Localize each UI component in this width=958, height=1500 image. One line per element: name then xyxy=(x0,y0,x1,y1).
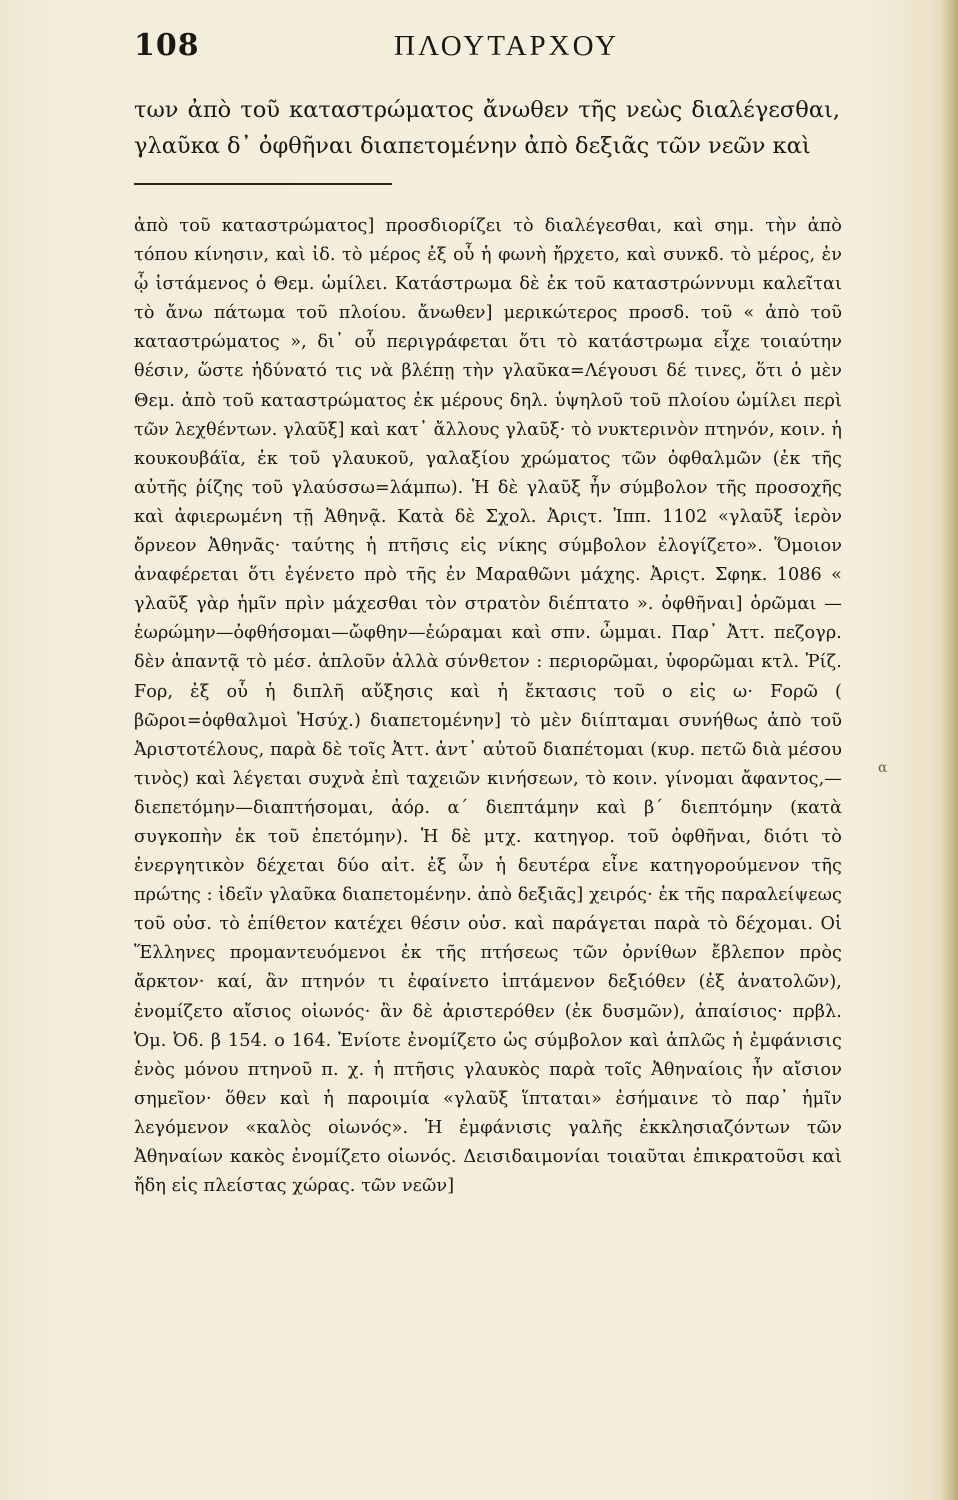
footnote-divider xyxy=(134,183,392,185)
running-head: ΠΛΟΥΤΑΡΧΟΥ xyxy=(394,30,620,62)
main-greek-text: των ἀπὸ τοῦ καταστρώματος ἄνωθεν τῆς νεὼς διαλέγεσθαι, γλαῦκα δ᾽ ὀφθῆναι διαπετομένην ἀπὸ δεξιᾶς τῶν νεῶν καὶ xyxy=(134,97,840,159)
margin-mark: α xyxy=(878,760,888,776)
page-header xyxy=(134,28,838,68)
commentary-notes: ἀπὸ τοῦ καταστρώματος] προσδιορίζει τὸ διαλέγεσθαι, καὶ σημ. τὴν ἀπὸ τόπου κίνησιν, καὶ ἰδ. τὸ μέρος ἐξ οὗ ἡ φωνὴ ἤρχετο, καὶ συνκδ. τὸ μέρος, ἐν ᾧ ἱστάμενος ὁ Θεμ. ὡμίλει. Κατάστρωμα δὲ ἐκ τοῦ καταστρώννυμι καλεῖται τὸ ἄνω πάτωμα τοῦ πλοίου. ἄνωθεν] μερικώτερος προσδ. τοῦ « ἀπὸ τοῦ καταστρώματος », δι᾽ οὗ περιγράφεται ὅτι τὸ κατάστρωμα εἶχε τοιαύτην θέσιν, ὥστε ἠδύνατό τις νὰ βλέπῃ τὴν γλαῦκα=Λέγουσι δέ τινες, ὅτι ὁ μὲν Θεμ. ἀπὸ τοῦ καταστρώματος ἐκ μέρους δηλ. ὑψηλοῦ τοῦ πλοίου ὡμίλει περὶ τῶν λεχθέντων. γλαῦξ] καὶ κατ᾽ ἄλλους γλαῦξ· τὸ νυκτερινὸν πτηνόν, κοιν. ἡ κουκουβάϊα, ἐκ τοῦ γλαυκοῦ, γαλαξίου χρώματος τῶν ὀφθαλμῶν (ἐκ τῆς αὐτῆς ῥίζης τοῦ γλαύσσω=λάμπω). Ἡ δὲ γλαῦξ ἦν σύμβολον τῆς προσοχῆς καὶ ἀφιερωμένη τῇ Ἀθηνᾷ. Κατὰ δὲ Σχολ. Ἀριςτ. Ἱππ. 1102 «γλαῦξ ἱερὸν ὄρνεον Ἀθηνᾶς· ταύτης ἡ πτῆσις εἰς νίκης σύμβολον ἐλογίζετο». Ὅμοιον ἀναφέρεται ὅτι ἐγένετο πρὸ τῆς ἐν Μαραθῶνι μάχης. Ἀριςτ. Σφηκ. 1086 « γλαῦξ γὰρ ἡμῖν πρὶν μάχεσθαι τὸν στρατὸν διέπτατο ». ὀφθῆναι] ὁρῶμαι —ἑωρώμην—ὀφθήσομαι—ὤφθην—ἑώραμαι καὶ σπν. ὦμμαι. Παρ᾽ Ἀττ. πεζογρ. δὲν ἀπαντᾷ τὸ μέσ. ἁπλοῦν ἀλλὰ σύνθετον : περιορῶμαι, ὑφορῶμαι κτλ. Ῥίζ. Fορ, ἐξ οὗ ἡ διπλῆ αὔξησις καὶ ἡ ἔκτασις τοῦ ο εἰς ω· Fορῶ ( βῶροι=ὀφθαλμοὶ Ἡσύχ.) διαπετομένην] τὸ μὲν διίπταμαι συνήθως ἀπὸ τοῦ Ἀριστοτέλους, παρὰ δὲ τοῖς Ἀττ. ἀντ᾽ αὐτοῦ διαπέτομαι (κυρ. πετῶ διὰ μέσου τινὸς) καὶ λέγεται συχνὰ ἐπὶ ταχειῶν κινήσεων, τὸ κοιν. γίνομαι ἄφαντος,—διεπετόμην—διαπτήσομαι, ἀόρ. α΄ διεπτάμην καὶ β΄ διεπτόμην (κατὰ συγκοπὴν ἐκ τοῦ ἐπετόμην). Ἡ δὲ μτχ. κατηγορ. τοῦ ὀφθῆναι, διότι τὸ ἐνεργητικὸν δέχεται δύο αἰτ. ἐξ ὧν ἡ δευτέρα εἶνε κατηγορούμενον τῆς πρώτης : ἰδεῖν γλαῦκα διαπετομένην. ἀπὸ δεξιᾶς] χειρός· ἐκ τῆς παραλείψεως τοῦ οὐσ. τὸ ἐπίθετον κατέχει θέσιν οὐσ. καὶ παράγεται παρὰ τὸ δέχομαι. Οἱ Ἕλληνες προμαντευόμενοι ἐκ τῆς πτήσεως τῶν ὀρνίθων ἔβλεπον πρὸς ἄρκτον· καί, ἂν πτηνόν τι ἐφαίνετο ἱπτάμενον δεξιόθεν (ἐξ ἀνατολῶν), ἐνομίζετο αἴσιος οἰωνός· ἂν δὲ ἀριστερόθεν (ἐκ δυσμῶν), ἀπαίσιος· πρβλ. Ὁμ. Ὀδ. β 154. ο 164. Ἐνίοτε ἐνομίζετο ὡς σύμβολον καὶ ἁπλῶς ἡ ἐμφάνισις ἑνὸς μόνου πτηνοῦ π. χ. ἡ πτῆσις γλαυκὸς παρὰ τοῖς Ἀθηναίοις ἦν αἴσιον σημεῖον· ὅθεν καὶ ἡ παροιμία «γλαῦξ ἵπταται» ἐσήμαινε τὸ παρ᾽ ἡμῖν λεγόμενον «καλὸς οἰωνός». Ἡ ἐμφάνισις γαλῆς ἐκκλησιαζόντων τῶν Ἀθηναίων κακὸς ἐνομίζετο οἰωνός. Δεισιδαιμονίαι τοιαῦται ἐπικρατοῦσι καὶ ἤδη εἰς πλείστας χώρας. τῶν νεῶν] xyxy=(134,216,842,1197)
page-gutter-edge xyxy=(942,0,958,1500)
page-number: 108 xyxy=(134,28,200,63)
